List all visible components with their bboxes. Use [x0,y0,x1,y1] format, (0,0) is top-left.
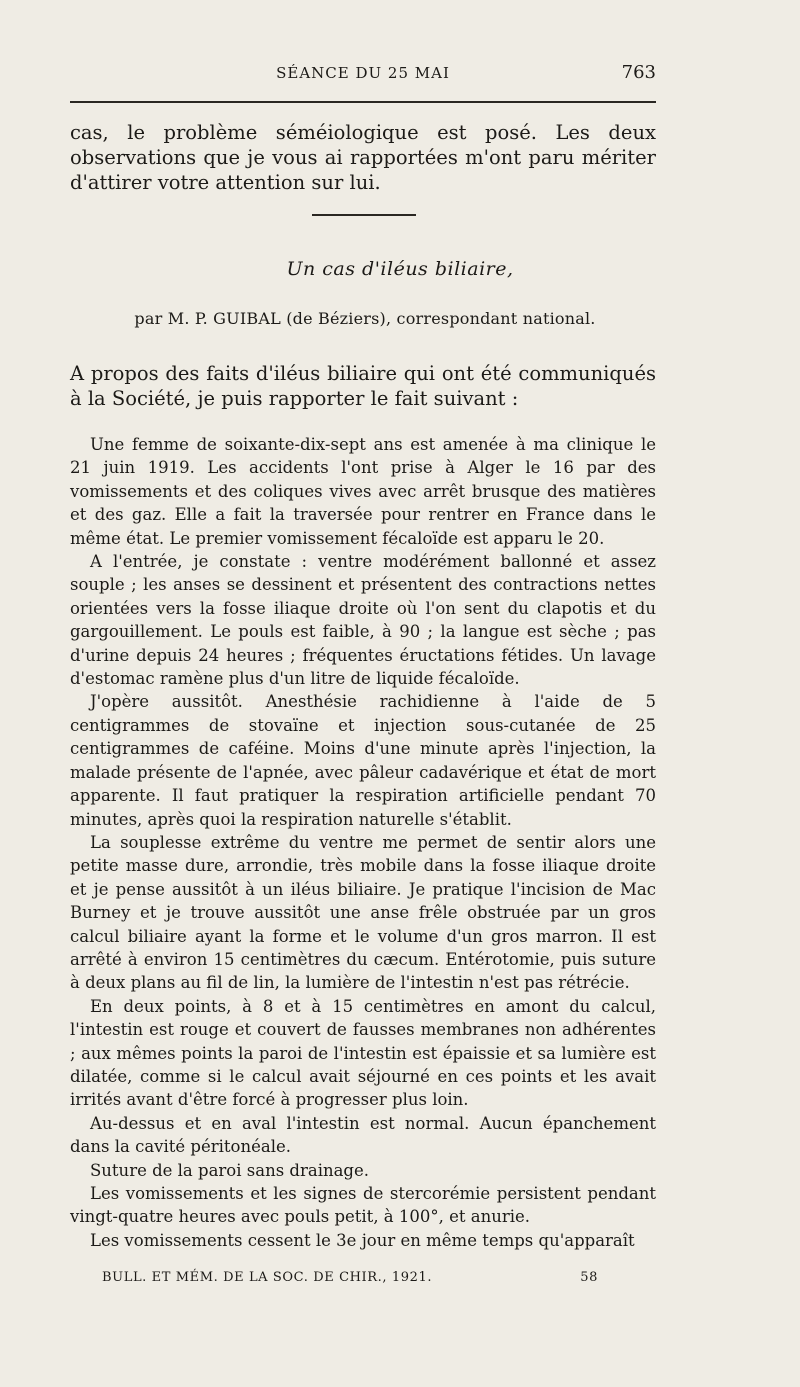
case-report [70,433,656,1252]
case-paragraph: En deux points, à 8 et à 15 centimètres en amont du calcul, l'intestin est rouge et couvert de fausses membranes non adhérentes ; aux mêmes points la paroi de l'intestin est épaissie et sa lumière est dilatée, comme si le calcul avait séjourné en ces points et les avait irrités avant d'être forcé à progresser plus loin. [70,996,656,1110]
signature-mark: 58 [580,1270,598,1285]
journal-citation: BULL. ET MÉM. DE LA SOC. DE CHIR., 1921. [102,1270,433,1285]
case-paragraph: J'opère aussitôt. Anesthésie rachidienne à l'aide de 5 centigrammes de stovaïne et injection sous-cutanée de 25 centigrammes de caféine. Moins d'une minute après l'injection, la malade présente de l'apnée, avec pâleur cadavérique et état de mort apparente. Il faut pratiquer la respiration artificielle pendant 70 minutes, après quoi la respiration naturelle s'établit. [70,692,656,829]
case-paragraph: Les vomissements et les signes de stercorémie persistent pendant vingt-quatre heures avec pouls petit, à 100°, et anurie. [70,1184,656,1227]
article-byline: par M. P. GUIBAL (de Béziers), correspondant national. [134,309,596,328]
case-paragraph: Suture de la paroi sans drainage. [90,1160,370,1180]
case-paragraph: A l'entrée, je constate : ventre modérément ballonné et assez souple ; les anses se dessinent et présentent des contractions nettes orientées vers la fosse iliaque droite où l'on sent du clapotis et du gargouillement. Le pouls est faible, à 90 ; la langue est sèche ; pas d'urine depuis 24 heures ; fréquentes éructations fétides. Un lavage d'estomac ramène plus d'un litre de liquide fécaloïde. [70,552,656,689]
opening-paragraph [70,120,656,195]
case-paragraph: Au-dessus et en aval l'intestin est normal. Aucun épanchement dans la cavité péritonéale. [70,1113,656,1157]
running-head [70,62,656,86]
case-paragraph: Les vomissements cessent le 3e jour en même temps qu'apparaît [90,1230,635,1250]
case-paragraph: Une femme de soixante-dix-sept ans est amenée à ma clinique le 21 juin 1919. Les accidents l'ont prise à Alger le 16 par des vomissements et des coliques vives avec arrêt brusque des matières et des gaz. Elle a fait la traversée pour rentrer en France dans le même état. Le premier vomissement fécaloïde est apparu le 20. [70,435,656,548]
intro-text: A propos des faits d'iléus biliaire qui ont été communiqués à la Société, je puis rapporter le fait suivant : [70,362,656,410]
case-paragraph: La souplesse extrême du ventre me permet de sentir alors une petite masse dure, arrondie, très mobile dans la fosse iliaque droite et je pense aussitôt à un iléus biliaire. Je pratique l'incision de Mac Burney et je trouve aussitôt une anse frêle obstruée par un gros calcul biliaire ayant la forme et le volume d'un gros marron. Il est arrêté à environ 15 centimètres du cæcum. Entérotomie, puis suture à deux plans au fil de lin, la lumière de l'intestin n'est pas rétrécie. [70,832,656,993]
running-title: SÉANCE DU 25 MAI [276,64,450,82]
article-intro [70,361,656,411]
header-rule [70,101,656,103]
article-title: Un cas d'iléus biliaire, [286,258,514,280]
page-number: 763 [621,62,656,83]
section-separator [312,214,416,216]
opening-text: cas, le problème séméiologique est posé. Les deux observations que je vous ai rapportées m'ont paru mériter d'attirer votre attention sur lui. [70,121,656,194]
